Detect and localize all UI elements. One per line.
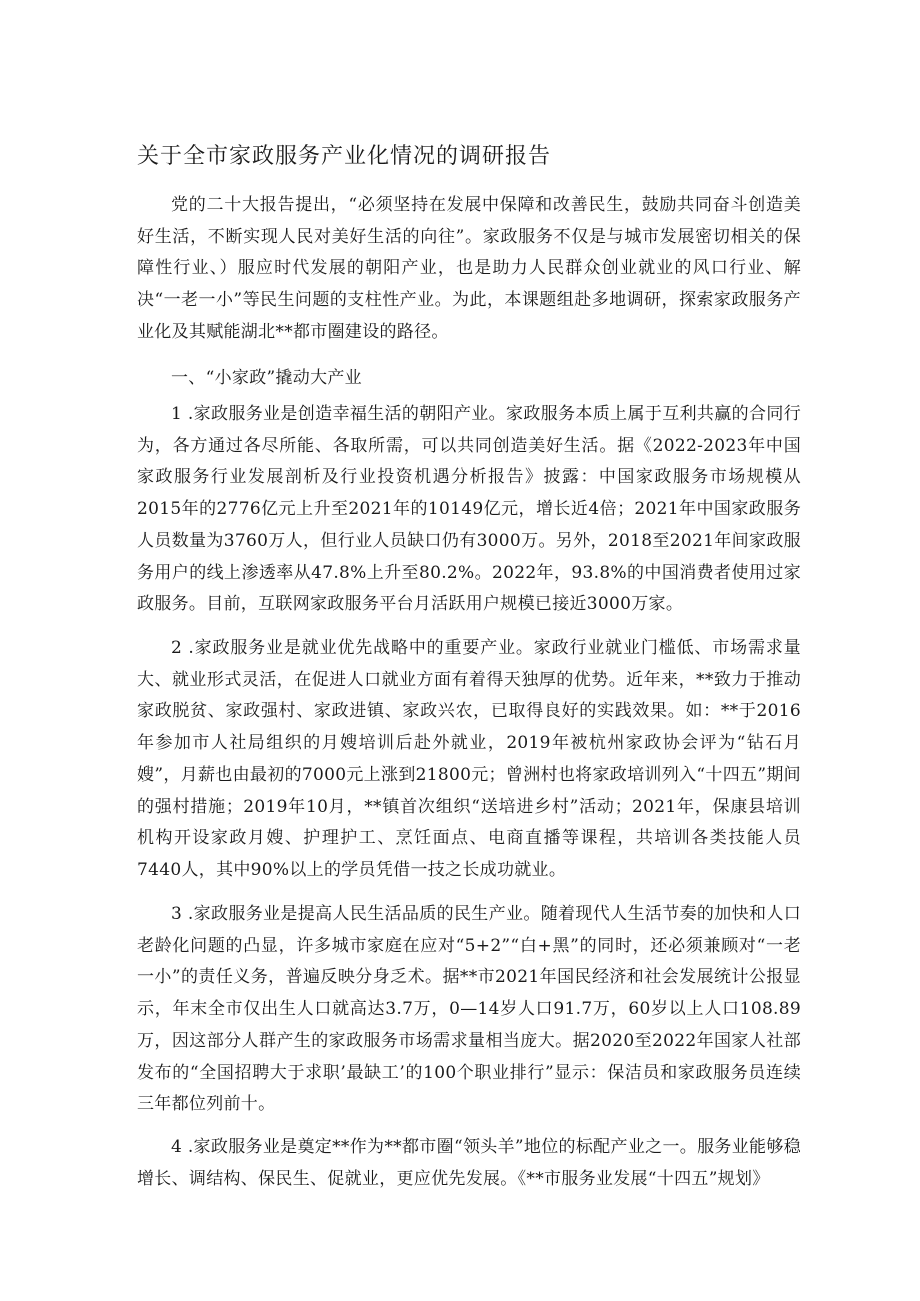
body-paragraph-1: 1 .家政服务业是创造幸福生活的朝阳产业。家政服务本质上属于互利共赢的合同行为，各方通过各尽所能、各取所需，可以共同创造美好生活。据《2022-2023年中国家政服务行业发展剖析及行业投资机遇分析报告》披露：中国家政服务市场规模从2015年的2776亿元上升至2021年的10149亿元，增长近4倍；2021年中国家政服务人员数量为3760万人，但行业人员缺口仍有3000万。另外，2018至2021年间家政服务用户的线上渗透率从47.8%上升至80.2%。2022年，93.8%的中国消费者使用过家政服务。目前，互联网家政服务平台月活跃用户规模已接近3000万家。 bbox=[137, 404, 801, 615]
document-title: 关于全市家政服务产业化情况的调研报告 bbox=[137, 144, 552, 169]
body-paragraph-2: 2 .家政服务业是就业优先战略中的重要产业。家政行业就业门槛低、市场需求量大、就业形式灵活，在促进人口就业方面有着得天独厚的优势。近年来，**致力于推动家政脱贫、家政强村、家政进镇、家政兴农，已取得良好的实践效果。如：**于2016年参加市人社局组织的月嫂培训后赴外就业，2019年被杭州家政协会评为“钻石月嫂”，月薪也由最初的7000元上涨到21800元；曾洲村也将家政培训列入“十四五”期间的强村措施；2019年10月，**镇首次组织“送培进乡村”活动；2021年，保康县培训机构开设家政月嫂、护理护工、烹饪面点、电商直播等课程，共培训各类技能人员7440人，其中90%以上的学员凭借一技之长成功就业。 bbox=[137, 638, 801, 880]
body-paragraph-4: 4 .家政服务业是奠定**作为**都市圈“领头羊”地位的标配产业之一。服务业能够稳增长、调结构、保民生、促就业，更应优先发展。《**市服务业发展“十四五”规划》 bbox=[137, 1137, 801, 1189]
body-paragraph-3: 3 .家政服务业是提高人民生活品质的民生产业。随着现代人生活节奏的加快和人口老龄化问题的凸显，许多城市家庭在应对“5+2”“白+黑”的同时，还必须兼顾对“一老一小”的责任义务，普遍反映分身乏术。据**市2021年国民经济和社会发展统计公报显示，年末全市仅出生人口就高达3.7万，0—14岁人口91.7万，60岁以上人口108.89万，因这部分人群产生的家政服务市场需求量相当庞大。据2020至2022年国家人社部发布的“全国招聘大于求职’最缺工’的100个职业排行”显示：保洁员和家政服务员连续三年都位列前十。 bbox=[137, 904, 801, 1115]
intro-paragraph: 党的二十大报告提出，“必须坚持在发展中保障和改善民生，鼓励共同奋斗创造美好生活，不断实现人民对美好生活的向往”。家政服务不仅是与城市发展密切相关的保障性行业、）服应时代发展的朝阳产业，也是助力人民群众创业就业的风口行业、解决“一老一小”等民生问题的支柱性产业。为此，本课题组赴多地调研，探索家政服务产业化及其赋能湖北**都市圈建设的路径。 bbox=[137, 195, 801, 342]
section-heading: 一、“小家政”撬动大产业 bbox=[171, 368, 362, 388]
